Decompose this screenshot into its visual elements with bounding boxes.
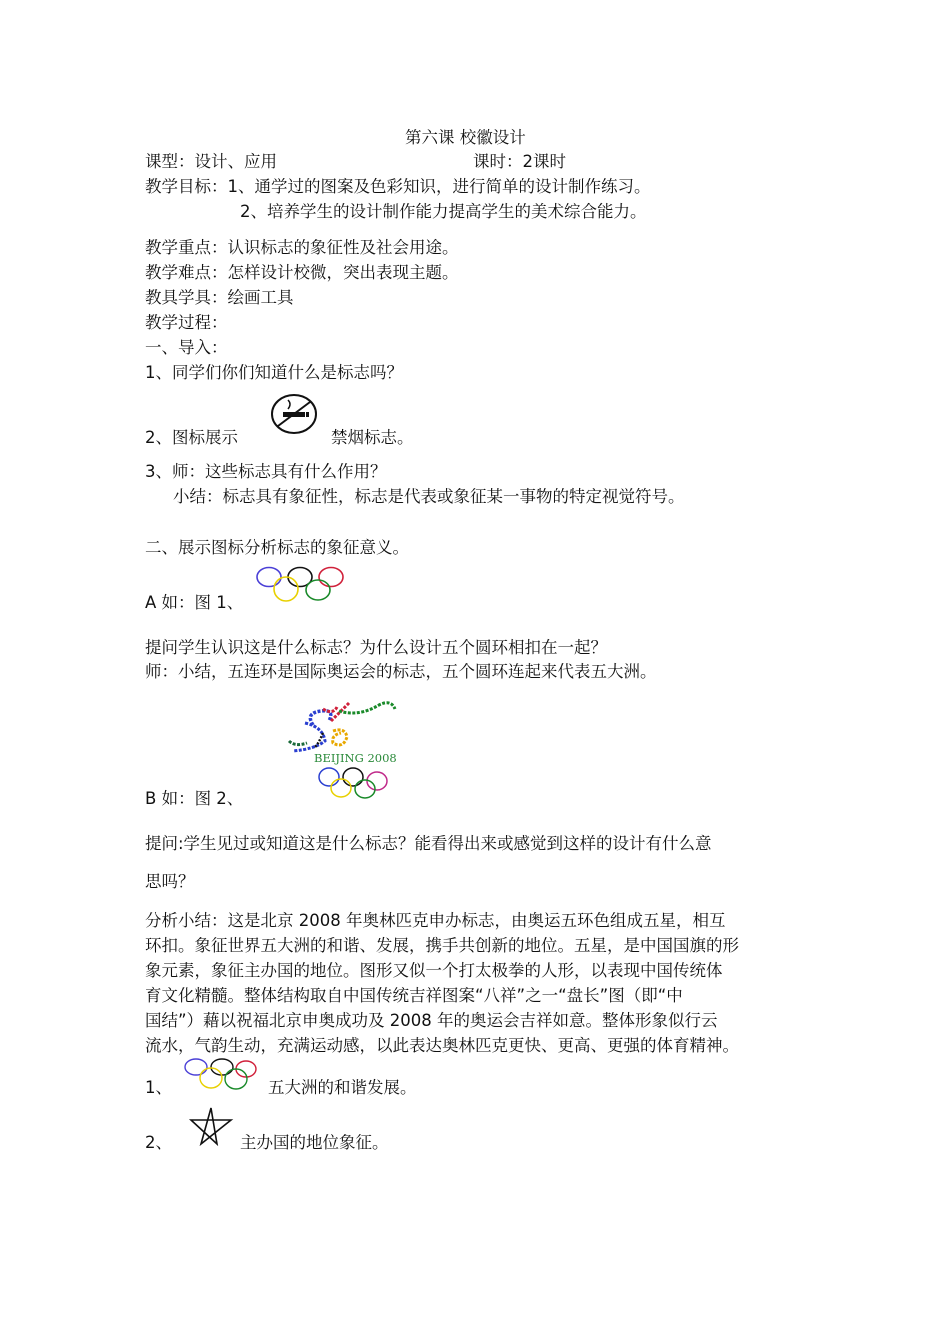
question-1: 1、同学们你们知道什么是标志吗？ (145, 363, 403, 382)
star-icon (189, 1106, 233, 1146)
figure-a-summary: 师：小结，五连环是国际奥运会的标志，五个圆环连起来代表五大洲。 (145, 662, 657, 681)
beijing-2008-logo-icon (283, 693, 403, 801)
lesson-type: 课型：设计、应用 (145, 152, 277, 171)
beijing-2008-text: BEIJING 2008 (314, 751, 397, 765)
analysis-line: 环扣。象征世界五大洲的和谐、发展，携手共创新的地位。五星，是中国国旗的形 (145, 936, 739, 955)
small-olympic-rings-icon (182, 1058, 262, 1092)
analysis-line: 象元素，象征主办国的地位。图形又似一个打太极拳的人形，以表现中国传统体 (145, 961, 723, 980)
item-1-text: 五大洲的和谐发展。 (268, 1078, 417, 1097)
page-title: 第六课 校徽设计 (405, 128, 526, 147)
figure-a-question: 提问学生认识这是什么标志？为什么设计五个圆环相扣在一起？ (145, 638, 607, 657)
item-1-number: 1、 (145, 1078, 172, 1097)
tools: 教具学具：绘画工具 (145, 288, 294, 307)
lesson-hours: 课时：2课时 (473, 152, 566, 171)
item-2-text: 主办国的地位象征。 (240, 1133, 389, 1152)
objectives-line-1: 教学目标：1、通学过的图案及色彩知识，进行简单的设计制作练习。 (145, 177, 651, 196)
question-2-suffix: 禁烟标志。 (331, 428, 414, 447)
summary-1: 小结：标志具有象征性，标志是代表或象征某一事物的特定视觉符号。 (173, 487, 685, 506)
figure-b-question-1: 提问:学生见过或知道这是什么标志？能看得出来或感觉到这样的设计有什么意 (145, 834, 712, 853)
figure-b-question-2: 思吗？ (145, 872, 195, 891)
item-2-number: 2、 (145, 1133, 172, 1152)
process-label: 教学过程： (145, 313, 228, 332)
no-smoking-icon (270, 393, 318, 435)
section1-heading: 一、导入： (145, 338, 228, 357)
key-point: 教学重点：认识标志的象征性及社会用途。 (145, 238, 459, 257)
section2-heading: 二、展示图标分析标志的象征意义。 (145, 538, 409, 557)
difficulty: 教学难点：怎样设计校微，突出表现主题。 (145, 263, 459, 282)
objectives-line-2: 2、培养学生的设计制作能力提高学生的美术综合能力。 (240, 202, 647, 221)
olympic-rings-icon (255, 566, 353, 604)
figure-b-label: B 如：图 2、 (145, 789, 244, 808)
analysis-line: 国结”）藉以祝福北京申奥成功及 2008 年的奥运会吉祥如意。整体形象似行云 (145, 1011, 718, 1030)
analysis-line: 分析小结：这是北京 2008 年奥林匹克申办标志，由奥运五环色组成五星，相互 (145, 911, 726, 930)
question-2-prefix: 2、图标展示 (145, 428, 238, 447)
figure-a-label: A 如：图 1、 (145, 593, 244, 612)
question-3: 3、师：这些标志具有什么作用？ (145, 462, 387, 481)
analysis-line: 流水，气韵生动，充满运动感，以此表达奥林匹克更快、更高、更强的体育精神。 (145, 1036, 739, 1055)
analysis-line: 育文化精髓。整体结构取自中国传统吉祥图案“八祥”之一“盘长”图（即“中 (145, 986, 683, 1005)
